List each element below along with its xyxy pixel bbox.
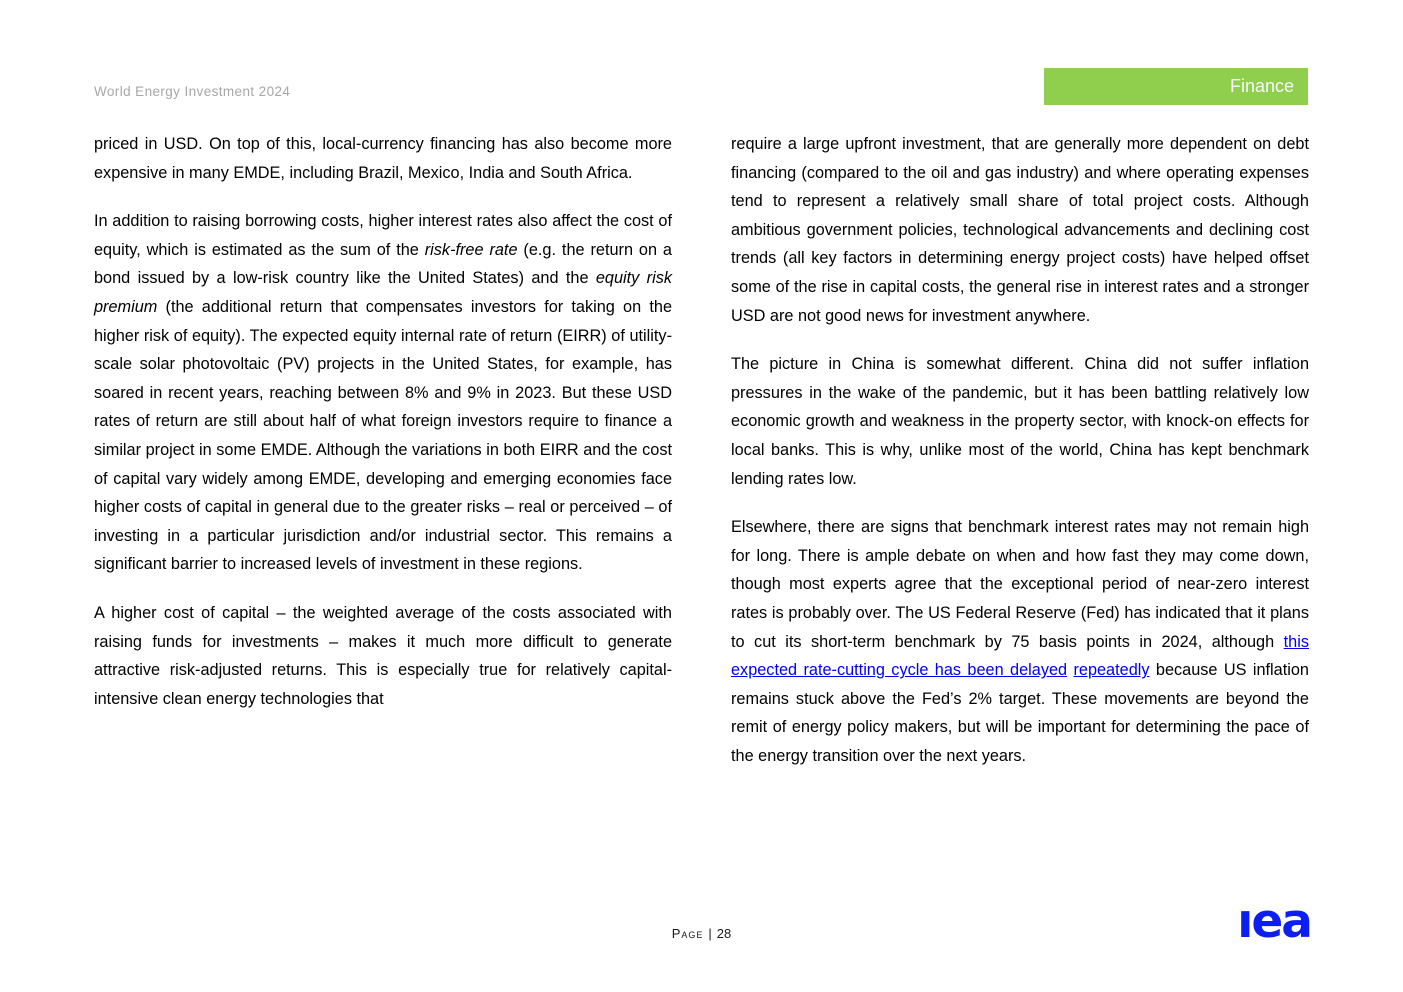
text-segment: Elsewhere, there are signs that benchmark interest rates may not remain high for long. There is ample debate on when and how fast they may come down, though most experts agree that the exceptional period of near-zero interest rates is probably over. The US Federal Reserve (Fed) has indicated that it plans to cut its short-term benchmark by 75 basis points in 2024, although xyxy=(731,518,1309,651)
page-footer xyxy=(0,926,1403,941)
page-number: 28 xyxy=(716,926,732,941)
text-segment: because US inflation remains stuck above the Fed’s 2% target. These movements are beyond the remit of energy policy makers, but will be important for determining the pace of the energy transition over the next years. xyxy=(731,661,1309,765)
page-label: Page xyxy=(671,926,704,941)
paragraph xyxy=(731,513,1309,770)
text-segment: A higher cost of capital – the weighted average of the costs associated with raising funds for investments – makes it much more difficult to generate attractive risk-adjusted returns. This is especially true for relatively capital-intensive clean energy technologies that xyxy=(94,603,672,708)
paragraph xyxy=(94,207,672,579)
page-separator: | xyxy=(708,926,712,941)
italic-text: risk-free rate xyxy=(424,240,518,259)
italic-text: equity risk premium xyxy=(94,269,672,316)
text-segment: require a large upfront investment, that are generally more dependent on debt financing (compared to the oil and gas industry) and where operating expenses tend to represent a relatively small share of total project costs. Although ambitious government policies, technological advancements and declining cost trends (all key factors in determining energy project costs) have helped offset some of the rise in capital costs, the general rise in interest rates and a stronger USD are not good news for investment anywhere. xyxy=(731,135,1309,325)
section-badge: Finance xyxy=(1044,68,1308,105)
text-column-right xyxy=(731,130,1309,770)
text-segment: (the additional return that compensates investors for taking on the higher risk of equity). The expected equity internal rate of return (EIRR) of utility-scale solar photovoltaic (PV) projects in the United States, for example, has soared in recent years, reaching between 8% and 9% in 2023. But these USD rates of return are still about half of what foreign investors require to finance a similar project in some EMDE. Although the variations in both EIRR and the cost of capital vary widely among EMDE, developing and emerging economies face higher costs of capital in general due to the greater risks – real or perceived – of investing in a particular jurisdiction and/or industrial sector. This remains a significant barrier to increased levels of investment in these regions. xyxy=(94,297,672,574)
paragraph xyxy=(731,350,1309,493)
text-segment: In addition to raising borrowing costs, higher interest rates also affect the cost of equity, which is estimated as the sum of the xyxy=(94,212,672,259)
hyperlink[interactable]: this expected rate-cutting cycle has been delayed xyxy=(731,632,1309,680)
text-segment: priced in USD. On top of this, local-currency financing has also become more expensive in many EMDE, including Brazil, Mexico, India and South Africa. xyxy=(94,135,672,182)
paragraph xyxy=(94,130,672,187)
text-column-left xyxy=(94,130,672,713)
hyperlink[interactable]: repeatedly xyxy=(1073,661,1150,680)
paragraph xyxy=(731,130,1309,330)
report-title: World Energy Investment 2024 xyxy=(94,84,291,99)
iea-logo: ıea xyxy=(1237,894,1311,949)
text-segment: The picture in China is somewhat different. China did not suffer inflation pressures in the wake of the pandemic, but it has been battling relatively low economic growth and weakness in the property sector, with knock-on effects for local banks. This is why, unlike most of the world, China has kept benchmark lending rates low. xyxy=(731,355,1309,488)
paragraph xyxy=(94,599,672,713)
text-segment: (e.g. the return on a bond issued by a low-risk country like the United States) and the xyxy=(94,240,672,288)
